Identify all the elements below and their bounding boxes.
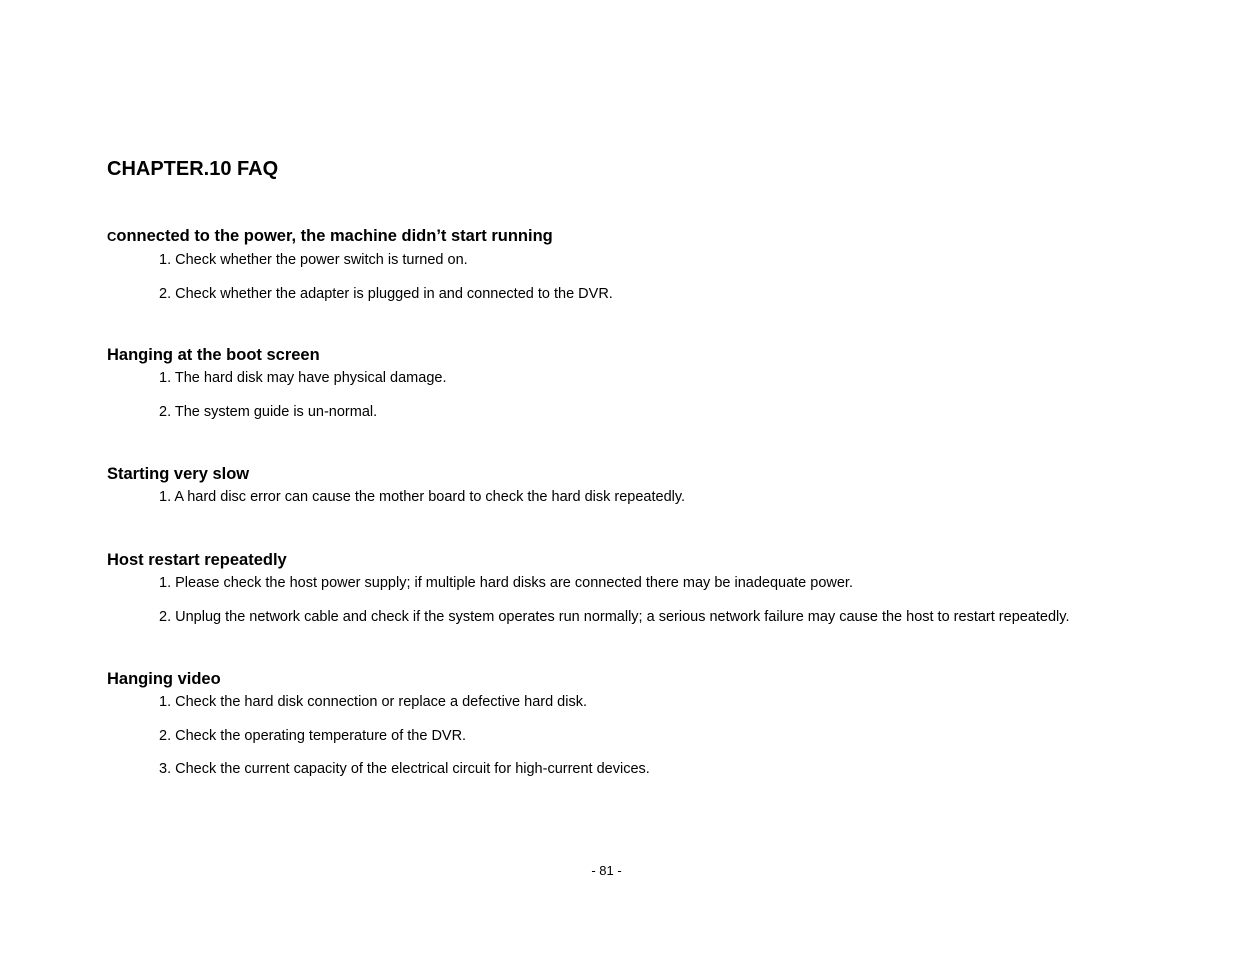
list-item: 1. Check the hard disk connection or replace a defective hard disk. [159, 694, 587, 710]
list-item: 3. Check the current capacity of the electrical circuit for high-current devices. [159, 761, 650, 777]
faq-section-hanging-video [107, 669, 1195, 778]
list-item: 2. The system guide is un-normal. [159, 403, 378, 420]
list-item: 1. The hard disk may have physical damage. [159, 370, 447, 386]
chapter-title: CHAPTER.10 FAQ [107, 158, 279, 180]
list-item: 1. Check whether the power switch is turned on. [159, 252, 468, 268]
list-item: 2. Check whether the adapter is plugged in and connected to the DVR. [159, 285, 613, 302]
section-heading: Starting very slow [107, 465, 250, 483]
faq-section-host-restart [107, 550, 1195, 626]
faq-section-boot-screen [107, 345, 1195, 421]
list-item: 1. A hard disc error can cause the mother board to check the hard disk repeatedly. [159, 489, 686, 505]
item-list [107, 574, 1195, 626]
list-item: 2. Unplug the network cable and check if the system operates run normally; a serious network failure may cause the host to restart repeatedly. [159, 608, 1070, 625]
faq-section-starting-slow [107, 464, 1195, 506]
section-heading [107, 226, 1195, 247]
faq-section-power [107, 226, 1195, 303]
heading-text: onnected to the power, the machine didn’t start running [116, 227, 553, 245]
section-heading: Hanging at the boot screen [107, 346, 320, 364]
list-item: 2. Check the operating temperature of the DVR. [159, 727, 467, 744]
page-number: - 81 - [591, 863, 622, 878]
item-list [107, 369, 1195, 421]
list-item: 1. Please check the host power supply; if multiple hard disks are connected there may be inadequate power. [159, 575, 853, 591]
item-list [107, 488, 1195, 506]
item-list [107, 693, 1195, 778]
heading-lead-letter: C [107, 229, 117, 244]
item-list [107, 251, 1195, 303]
section-heading: Hanging video [107, 670, 221, 688]
section-heading: Host restart repeatedly [107, 551, 287, 569]
